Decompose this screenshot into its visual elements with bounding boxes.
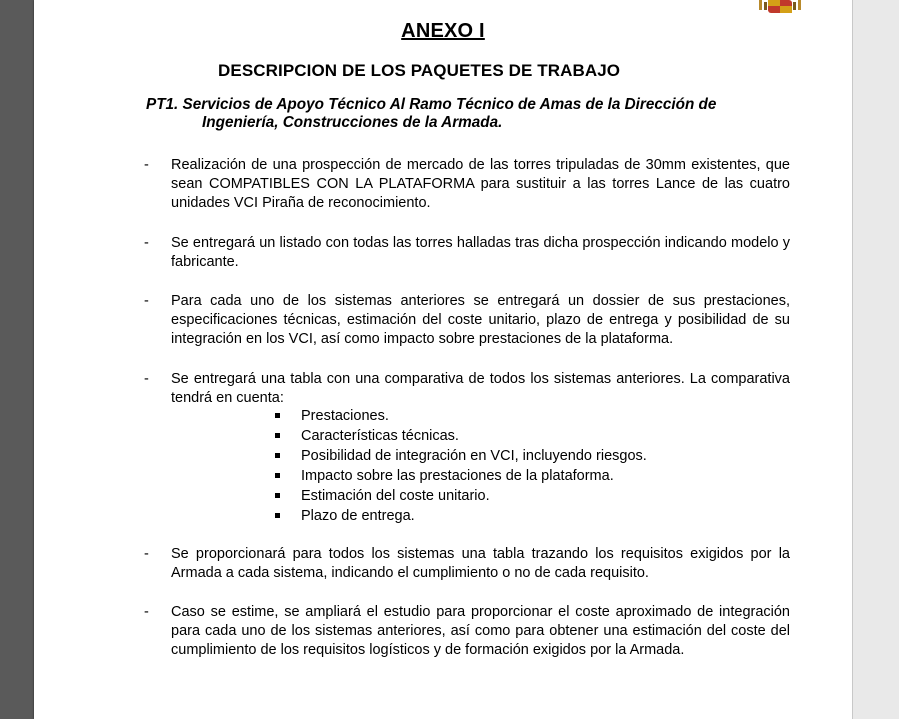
list-item (144, 545, 790, 583)
list-item (144, 370, 790, 408)
list-item-marker: - (144, 371, 149, 387)
list-item-marker: - (144, 546, 149, 562)
list-item-text: Para cada uno de los sistemas anteriores se entregará un dossier de sus prestaciones, especificaciones técnicas, estimación del coste unitario, plazo de entrega y posibilidad de su integración en los VCI, así como impacto sobre prestaciones de la plataforma. (171, 293, 790, 347)
criteria-item: Impacto sobre las prestaciones de la plataforma. (274, 466, 647, 486)
bullet-square-icon (275, 453, 280, 458)
criteria-item: Posibilidad de integración en VCI, incluyendo riesgos. (274, 446, 647, 466)
criteria-item: Estimación del coste unitario. (274, 486, 647, 506)
work-package-heading-line1: PT1. Servicios de Apoyo Técnico Al Ramo Técnico de Amas de la Dirección de (146, 96, 717, 113)
list-item-marker: - (144, 293, 149, 309)
criteria-item: Características técnicas. (274, 426, 647, 446)
list-item-text: Se entregará un listado con todas las torres halladas tras dicha prospección indicando modelo y fabricante. (171, 235, 790, 270)
list-item (144, 156, 790, 213)
document-page (34, 0, 852, 719)
criteria-item: Prestaciones. (274, 406, 647, 426)
bullet-square-icon (275, 493, 280, 498)
list-item-marker: - (144, 235, 149, 251)
work-package-heading (146, 96, 790, 132)
list-item (144, 234, 790, 272)
bullet-square-icon (275, 413, 280, 418)
list-item-marker: - (144, 604, 149, 620)
list-item (144, 603, 790, 660)
viewer-scrollbar-track[interactable] (852, 0, 899, 719)
list-item-text: Caso se estime, se ampliará el estudio para proporcionar el coste aproximado de integración para cada uno de los sistemas anteriores, así como para obtener una estimación del coste del cumplimiento de los requisitos logísticos y de formación exigidos por la Armada. (171, 604, 790, 658)
annex-title: ANEXO I (401, 20, 485, 42)
bullet-square-icon (275, 513, 280, 518)
bullet-square-icon (275, 473, 280, 478)
list-item (144, 292, 790, 349)
list-item-text: Realización de una prospección de mercado de las torres tripuladas de 30mm existentes, que sean COMPATIBLES CON LA PLATAFORMA para sustituir a las torres Lance de las cuatro unidades VCI Piraña de reconocimiento. (171, 157, 790, 211)
bullet-square-icon (275, 433, 280, 438)
coat-of-arms-emblem (756, 0, 804, 14)
list-item-text: Se entregará una tabla con una comparativa de todos los sistemas anteriores. La comparativa tendrá en cuenta: (171, 371, 790, 406)
work-package-heading-line2: Ingeniería, Construcciones de la Armada. (202, 114, 503, 131)
comparison-criteria-list (274, 406, 647, 526)
document-subtitle: DESCRIPCION DE LOS PAQUETES DE TRABAJO (218, 61, 621, 80)
criteria-item: Plazo de entrega. (274, 506, 647, 526)
list-item-text: Se proporcionará para todos los sistemas una tabla trazando los requisitos exigidos por la Armada a cada sistema, indicando el cumplimiento o no de cada requisito. (171, 546, 790, 581)
list-item-marker: - (144, 157, 149, 173)
